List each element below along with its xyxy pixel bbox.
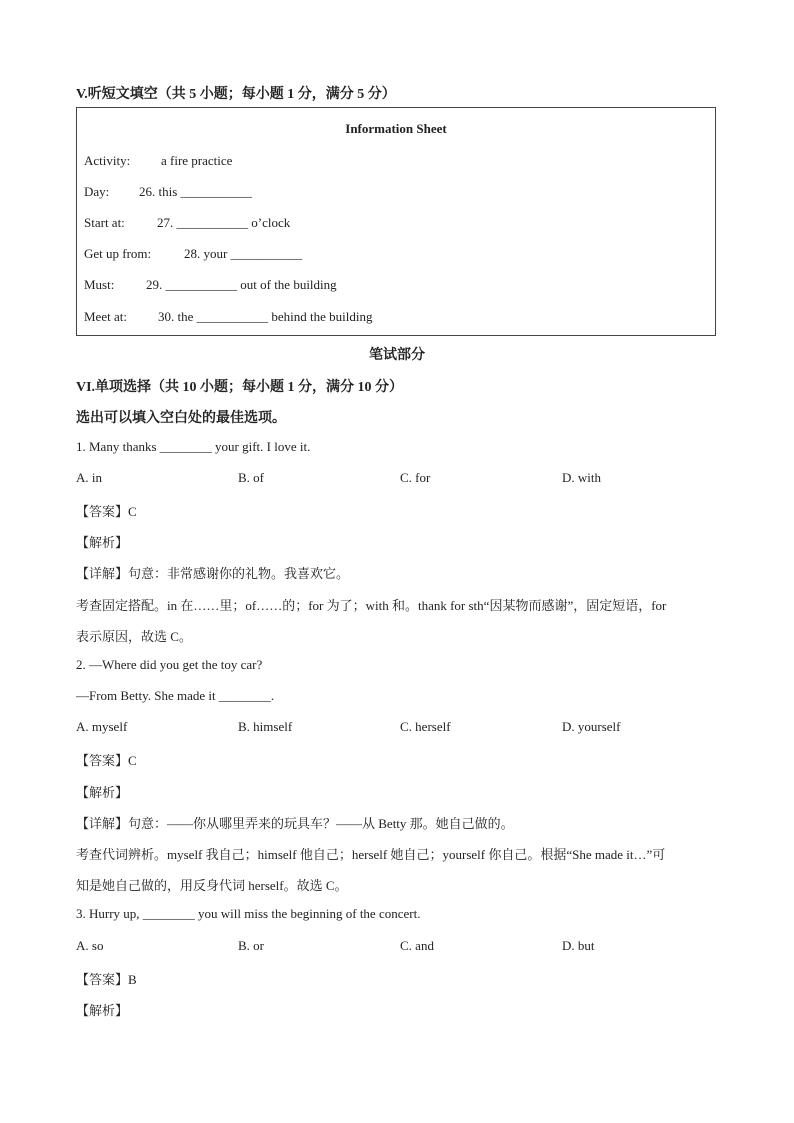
q2-explanation-line-1: 考查代词辨析。myself 我自己；himself 他自己；herself 她自己；yourself 你自己。根据“She made it…”可: [76, 847, 666, 862]
q1-analysis-label: 【解析】: [76, 535, 129, 550]
sheet-row-value: 28. your ___________: [184, 246, 303, 261]
sheet-row-meet: [84, 309, 372, 325]
sheet-row-get-up: [84, 246, 302, 262]
sheet-row-label: Day:: [84, 184, 110, 199]
sheet-row-value: 26. this ___________: [139, 184, 253, 199]
section-6-heading: VI.单项选择（共 10 小题；每小题 1 分，满分 10 分）: [76, 380, 404, 395]
question-2-stem-line-2: —From Betty. She made it ________.: [76, 688, 275, 703]
q2-analysis-label: 【解析】: [76, 785, 129, 800]
q2-option-b: B. himself: [238, 719, 293, 734]
information-sheet-title: Information Sheet: [345, 121, 447, 136]
sheet-row-start: [84, 215, 290, 231]
q1-explanation-line-1: 考查固定搭配。in 在……里；of……的；for 为了；with 和。thank for sth“因某物而感谢”，固定短语，for: [76, 598, 667, 613]
information-sheet-table: [76, 107, 716, 336]
q1-explanation-line-2: 表示原因，故选 C。: [76, 629, 192, 644]
sheet-row-value: a fire practice: [161, 153, 233, 168]
q3-option-d: D. but: [562, 938, 595, 953]
q3-answer: 【答案】B: [76, 972, 137, 987]
q1-option-a: A. in: [76, 470, 102, 485]
sheet-row-activity: [84, 153, 232, 169]
question-1-stem: 1. Many thanks ________ your gift. I love it.: [76, 439, 311, 454]
question-2-stem-line-1: 2. —Where did you get the toy car?: [76, 657, 263, 672]
q2-explanation-line-2: 知是她自己做的，用反身代词 herself。故选 C。: [76, 878, 348, 893]
q1-option-b: B. of: [238, 470, 264, 485]
q2-option-a: A. myself: [76, 719, 128, 734]
q3-option-b: B. or: [238, 938, 264, 953]
q2-option-c: C. herself: [400, 719, 451, 734]
section-5-heading: V.听短文填空（共 5 小题；每小题 1 分，满分 5 分）: [76, 87, 396, 102]
section-6-instruction: 选出可以填入空白处的最佳选项。: [76, 411, 286, 426]
q2-answer: 【答案】C: [76, 753, 137, 768]
q1-answer: 【答案】C: [76, 504, 137, 519]
sheet-row-label: Start at:: [84, 215, 125, 230]
question-3-stem: 3. Hurry up, ________ you will miss the beginning of the concert.: [76, 906, 421, 921]
q1-option-d: D. with: [562, 470, 601, 485]
q3-analysis-label: 【解析】: [76, 1003, 129, 1018]
sheet-row-day: [84, 184, 252, 200]
sheet-row-value: 27. ___________ o’clock: [157, 215, 291, 230]
q2-option-d: D. yourself: [562, 719, 621, 734]
q1-detail: 【详解】句意：非常感谢你的礼物。我喜欢它。: [76, 566, 350, 581]
sheet-row-value: 29. ___________ out of the building: [146, 277, 337, 292]
q3-option-c: C. and: [400, 938, 434, 953]
sheet-row-label: Get up from:: [84, 246, 152, 261]
sheet-row-value: 30. the ___________ behind the building: [158, 309, 373, 324]
q2-detail: 【详解】句意：——你从哪里弄来的玩具车？——从 Betty 那。她自己做的。: [76, 816, 514, 831]
written-part-heading: 笔试部分: [369, 348, 425, 363]
q1-option-c: C. for: [400, 470, 431, 485]
q3-option-a: A. so: [76, 938, 104, 953]
sheet-row-label: Activity:: [84, 153, 131, 168]
sheet-row-label: Must:: [84, 277, 115, 292]
sheet-row-label: Meet at:: [84, 309, 127, 324]
sheet-row-must: [84, 277, 337, 293]
